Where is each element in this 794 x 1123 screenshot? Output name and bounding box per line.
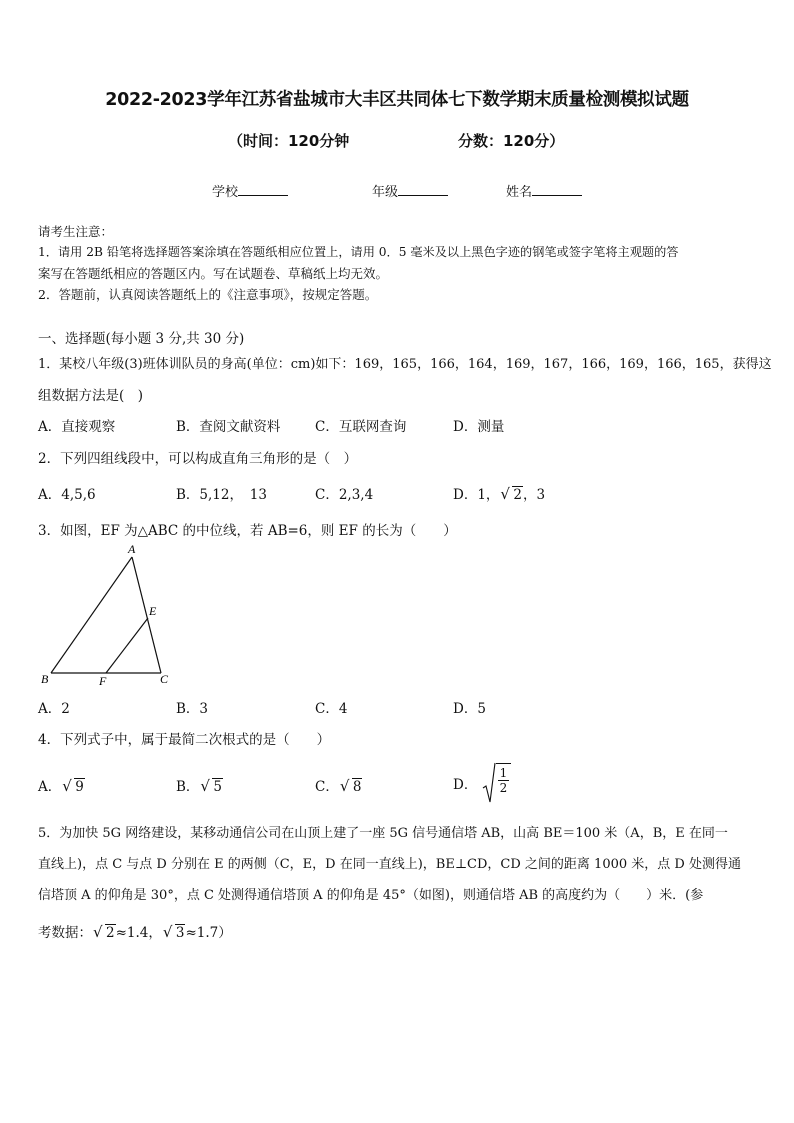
q4-stem: 4．下列式子中，属于最简二次根式的是（ ）	[38, 732, 331, 748]
label-c: C	[160, 672, 169, 686]
sqrt-2: √ 2	[500, 485, 523, 503]
q3-option-b[interactable]: B．3	[176, 701, 209, 717]
q1-option-c[interactable]: C．互联网查询	[315, 419, 407, 435]
section-heading: 一、选择题(每小题 3 分,共 30 分)	[38, 331, 245, 347]
radicand: 2	[513, 487, 523, 503]
sqrt-3-ref: √ 3	[162, 923, 185, 941]
radical-sign-icon	[482, 762, 496, 804]
notice-line2: 2．答题前，认真阅读答题纸上的《注意事项》，按规定答题。	[38, 287, 378, 302]
label-e: E	[149, 604, 157, 618]
q4-option-b[interactable]	[176, 775, 223, 795]
q4-option-c[interactable]	[315, 775, 362, 795]
sqrt-half	[482, 762, 512, 804]
q5-stem-line1: 5．为加快 5G 网络建设，某移动通信公司在山顶上建了一座 5G 信号通信塔 AB，山高 BE＝100 米（A，B，E 在同一	[38, 826, 728, 841]
approx-value-1: ≈1.4，	[115, 925, 162, 941]
q3-triangle-figure	[36, 542, 176, 690]
reference-label: 考数据：	[38, 925, 92, 941]
q2-option-d[interactable]	[453, 483, 545, 503]
q4-option-d[interactable]	[453, 762, 511, 804]
q2-option-b[interactable]: B．5,12， 13	[176, 487, 267, 503]
fraction-one-half	[498, 766, 510, 795]
q2-option-d-prefix: D．1，	[453, 487, 500, 503]
q1-option-b[interactable]: B．查阅文献资料	[176, 419, 281, 435]
q2-stem: 2．下列四组线段中，可以构成直角三角形的是（ ）	[38, 451, 358, 467]
q4-option-c-label: C．	[315, 779, 339, 795]
sqrt-2-ref: √ 2	[93, 923, 115, 941]
q3-option-d[interactable]: D．5	[453, 701, 486, 717]
name-field	[506, 181, 582, 200]
q4-option-a[interactable]	[38, 775, 85, 795]
q1-stem-line2: 组数据方法是( )	[38, 388, 144, 404]
label-f: F	[99, 674, 107, 688]
q3-stem: 3．如图，EF 为△ABC 的中位线，若 AB=6，则 EF 的长为（ ）	[38, 523, 457, 539]
label-b: B	[41, 672, 49, 686]
name-label: 姓名	[506, 185, 533, 200]
q1-option-a[interactable]: A．直接观察	[38, 419, 116, 435]
q1-stem-line1: 1．某校八年级(3)班体训队员的身高(单位：cm)如下：169，165，166，164，169，167，166，169，166，165，获得这	[38, 357, 772, 372]
q4-option-b-label: B．	[176, 779, 200, 795]
q5-reference-data	[38, 921, 232, 941]
approx-value-2: ≈1.7）	[185, 925, 232, 941]
numerator: 1	[499, 766, 508, 780]
sqrt-9: √ 9	[62, 777, 84, 795]
grade-field	[372, 181, 448, 200]
q5-stem-line3: 信塔顶 A 的仰角是 30°，点 C 处测得通信塔顶 A 的仰角是 45°（如图)，则通信塔 AB 的高度约为（ ）米．(参	[38, 888, 704, 903]
notice-line1: 1．请用 2B 铅笔将选择题答案涂填在答题纸相应位置上，请用 0．5 毫米及以上黑色字迹的钢笔或签字笔将主观题的答	[38, 245, 679, 259]
notice-heading: 请考生注意：	[38, 224, 114, 239]
denominator: 2	[499, 781, 508, 795]
q3-option-a[interactable]: A．2	[38, 701, 70, 717]
exam-time: （时间：120分钟	[228, 132, 350, 150]
segment-ef	[106, 618, 148, 673]
sqrt-8: √ 8	[339, 777, 362, 795]
page-title: 2022-2023学年江苏省盐城市大丰区共同体七下数学期末质量检测模拟试题	[105, 90, 689, 110]
school-label: 学校	[212, 185, 239, 200]
q2-option-c[interactable]: C．2,3,4	[315, 487, 374, 503]
grade-label: 年级	[372, 185, 399, 200]
grade-blank[interactable]	[398, 183, 448, 196]
q5-stem-line2: 直线上)，点 C 与点 D 分别在 E 的两侧（C，E，D 在同一直线上)，BE⊥CD，CD 之间的距离 1000 米，点 D 处测得通	[38, 857, 741, 872]
radicand: 9	[75, 779, 84, 795]
sqrt-5: √ 5	[200, 777, 223, 795]
notice-line1-cont: 案写在答题纸相应的答题区内。写在试题卷、草稿纸上均无效。	[38, 266, 389, 281]
school-field	[212, 181, 288, 200]
q2-option-a[interactable]: A．4,5,6	[38, 487, 96, 503]
exam-score: 分数：120分）	[458, 132, 565, 150]
q4-option-a-label: A．	[38, 779, 62, 795]
school-blank[interactable]	[238, 183, 288, 196]
radicand: 8	[352, 779, 362, 795]
q4-option-d-label: D．	[453, 777, 478, 793]
radicand: 2	[106, 925, 115, 941]
q3-option-c[interactable]: C．4	[315, 701, 348, 717]
side-ac	[132, 557, 161, 673]
q1-option-d[interactable]: D．测量	[453, 419, 505, 435]
radicand: 3	[175, 925, 185, 941]
name-blank[interactable]	[532, 183, 582, 196]
label-a: A	[128, 542, 136, 556]
radicand: 5	[213, 779, 223, 795]
q2-option-d-suffix: ，3	[523, 487, 546, 503]
